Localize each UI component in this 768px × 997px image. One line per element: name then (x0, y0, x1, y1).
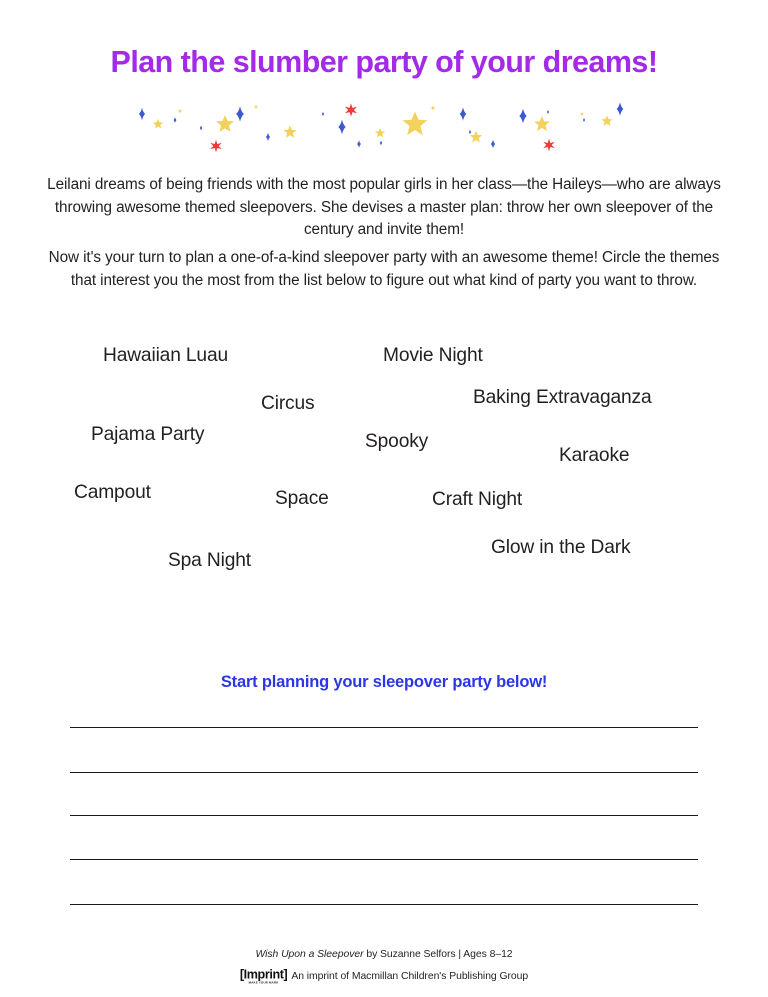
theme-option[interactable]: Hawaiian Luau (103, 345, 228, 366)
footer-book-credit (0, 949, 768, 960)
start-planning-callout: Start planning your sleepover party below! (220, 673, 548, 691)
theme-option[interactable]: Movie Night (383, 345, 483, 366)
theme-option[interactable]: Baking Extravaganza (473, 387, 652, 408)
theme-word-cloud (0, 334, 768, 582)
confetti-stars-banner (118, 92, 652, 158)
footer-publisher-text: An imprint of Macmillan Children's Publishing Group (291, 970, 529, 982)
footer-publisher-line (0, 968, 768, 984)
theme-option[interactable]: Space (275, 488, 329, 509)
page-title: Plan the slumber party of your dreams! (110, 45, 658, 79)
footer-book-title: Wish Upon a Sleepover (255, 949, 364, 960)
theme-option[interactable]: Pajama Party (91, 424, 205, 445)
theme-option[interactable]: Craft Night (432, 489, 523, 510)
intro-paragraph-1: Leilani dreams of being friends with the most popular girls in her class—the Haileys—who are always throwing awesome themed sleepovers. She devises a master plan: throw her own sleepover of the century and invite them! (47, 176, 721, 239)
intro-paragraph-2: Now it's your turn to plan a one-of-a-kind sleepover party with an awesome theme! Circle the themes that interest you the most from the list below to figure out what kind of party you want to throw. (48, 249, 720, 289)
writing-line[interactable] (70, 772, 698, 773)
theme-option[interactable]: Glow in the Dark (491, 537, 631, 558)
writing-line[interactable] (70, 904, 698, 905)
footer-author-credit: by Suzanne Selfors | Ages 8–12 (363, 949, 513, 960)
theme-option[interactable]: Circus (261, 393, 315, 414)
writing-lines-area (70, 717, 698, 907)
theme-option[interactable]: Campout (74, 482, 151, 503)
writing-line[interactable] (70, 727, 698, 728)
theme-option[interactable]: Spooky (365, 431, 429, 452)
imprint-logo-wordmark: [Imprint] (239, 967, 288, 982)
writing-line[interactable] (70, 815, 698, 816)
imprint-logo (240, 969, 287, 985)
theme-option[interactable]: Karaoke (559, 445, 630, 466)
writing-line[interactable] (70, 859, 698, 860)
imprint-logo-tagline: MAKE YOUR MARK (248, 980, 279, 985)
theme-option[interactable]: Spa Night (168, 550, 251, 571)
